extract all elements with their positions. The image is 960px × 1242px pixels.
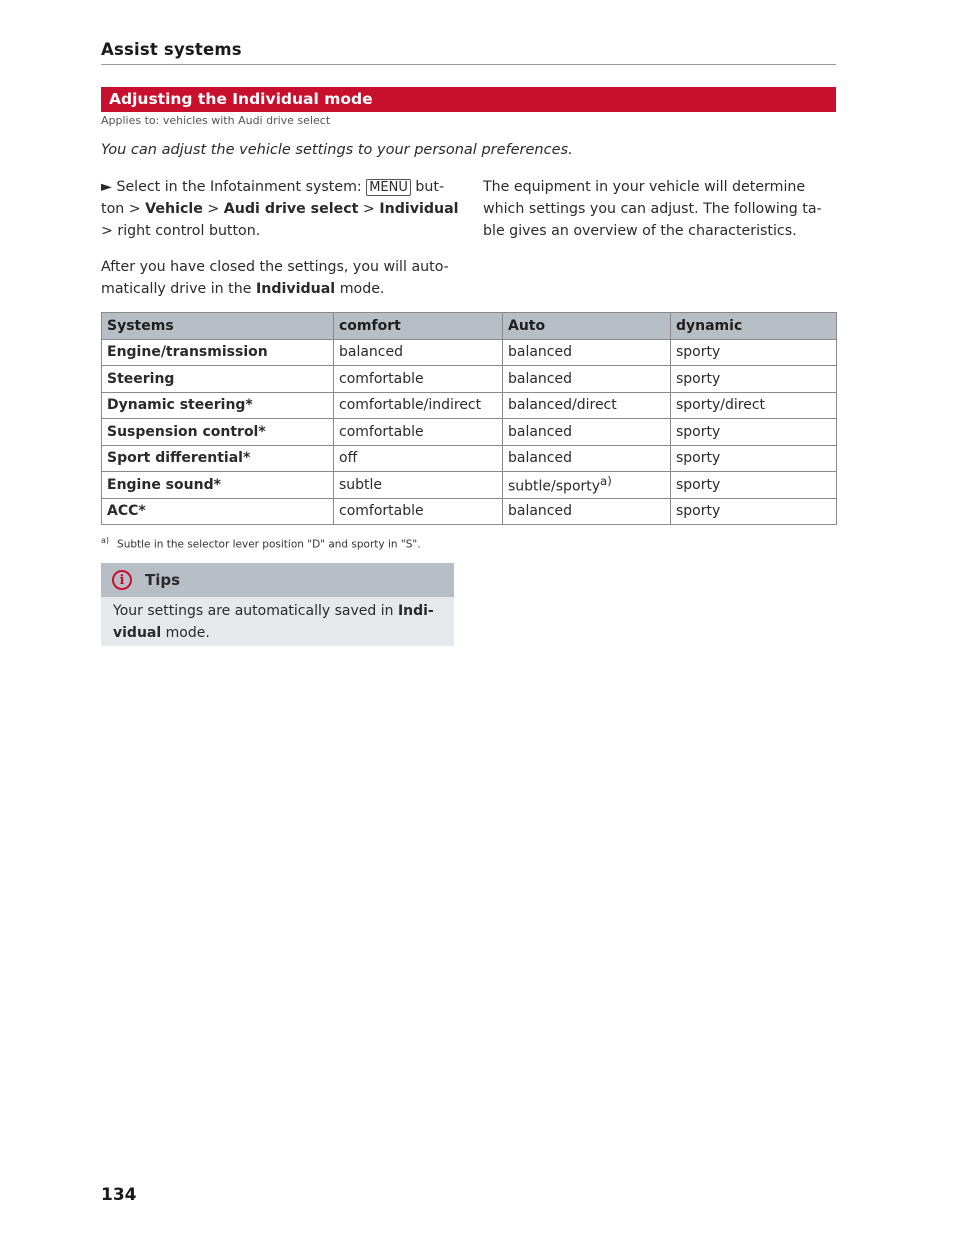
table-row [102,472,837,499]
separator: > [101,223,113,239]
table-row [102,498,837,525]
system-cell: Engine sound* [102,472,334,499]
bullet-marker: ► [101,179,112,195]
table-cell: balanced [503,445,671,472]
table-cell: balanced [334,339,503,366]
applies-to-note: Applies to: vehicles with Audi drive select [101,114,331,127]
table-cell: off [334,445,503,472]
tips-header [101,563,454,597]
separator: > [207,201,220,217]
body-text: After you have closed the settings, you will auto-matically drive in the [101,259,449,297]
intro-text: You can adjust the vehicle settings to your personal preferences. [101,142,573,158]
table-cell [503,472,671,499]
table-row [102,339,837,366]
footnote-text: Subtle in the selector lever position "D" and sporty in "S". [117,538,421,551]
table-cell: balanced [503,366,671,393]
menu-path-individual: Individual [379,201,459,217]
table-cell: sporty [671,339,837,366]
table-row [102,419,837,446]
page-title: Adjusting the Individual mode [101,87,836,112]
table-row [102,392,837,419]
table-row [102,445,837,472]
header-cell: Systems [102,313,334,340]
system-cell: Steering [102,366,334,393]
menu-key: MENU [366,179,411,196]
system-cell: Engine/transmission [102,339,334,366]
table-cell: comfortable [334,366,503,393]
equipment-note: The equipment in your vehicle will determine which settings you can adjust. The following ta-ble gives an overview of the characteristics. [483,179,822,239]
cell-text: subtle/sporty [508,479,601,496]
table-cell: balanced/direct [503,392,671,419]
table-cell: sporty [671,366,837,393]
tips-text-end: mode. [165,625,210,641]
table-row [102,366,837,393]
menu-path-drive-select: Audi drive select [223,201,359,217]
footnote-marker: a) [101,536,110,545]
table-cell: sporty [671,498,837,525]
tips-text: Your settings are automatically saved in [113,603,394,619]
table-cell: balanced [503,419,671,446]
step-text: but-ton [101,179,445,217]
table-cell: sporty [671,445,837,472]
table-cell: comfortable [334,498,503,525]
table-header-row [102,313,837,340]
header-cell: dynamic [671,313,837,340]
mode-name: Individual [255,281,336,297]
tips-body [101,597,454,646]
header-cell: Auto [503,313,671,340]
system-cell: Sport differential* [102,445,334,472]
settings-table [101,312,837,525]
table-cell: comfortable/indirect [334,392,503,419]
menu-path-vehicle: Vehicle [145,201,203,217]
after-closing-text [101,256,461,300]
instruction-step [101,176,461,242]
separator: > [128,201,141,217]
table-cell: comfortable [334,419,503,446]
table-cell: balanced [503,339,671,366]
table-cell: subtle [334,472,503,499]
system-cell: Suspension control* [102,419,334,446]
table-cell: sporty [671,419,837,446]
step-text: right control button. [117,223,261,239]
body-text: mode. [339,281,385,297]
separator: > [362,201,375,217]
header-divider [101,64,836,65]
footnote [101,536,421,551]
header-cell: comfort [334,313,503,340]
tips-title: Tips [145,571,181,589]
table-cell: balanced [503,498,671,525]
system-cell: Dynamic steering* [102,392,334,419]
system-cell: ACC* [102,498,334,525]
footnote-ref: a) [600,474,612,489]
page-number: 134 [101,1185,137,1205]
table-cell: sporty/direct [671,392,837,419]
table-cell: sporty [671,472,837,499]
info-icon: i [112,570,132,590]
left-column [101,176,461,300]
right-column [483,176,838,242]
tips-bold: Indi-vidual [113,603,434,641]
step-text: Select in the Infotainment system: [116,179,362,195]
section-header: Assist systems [101,40,242,59]
